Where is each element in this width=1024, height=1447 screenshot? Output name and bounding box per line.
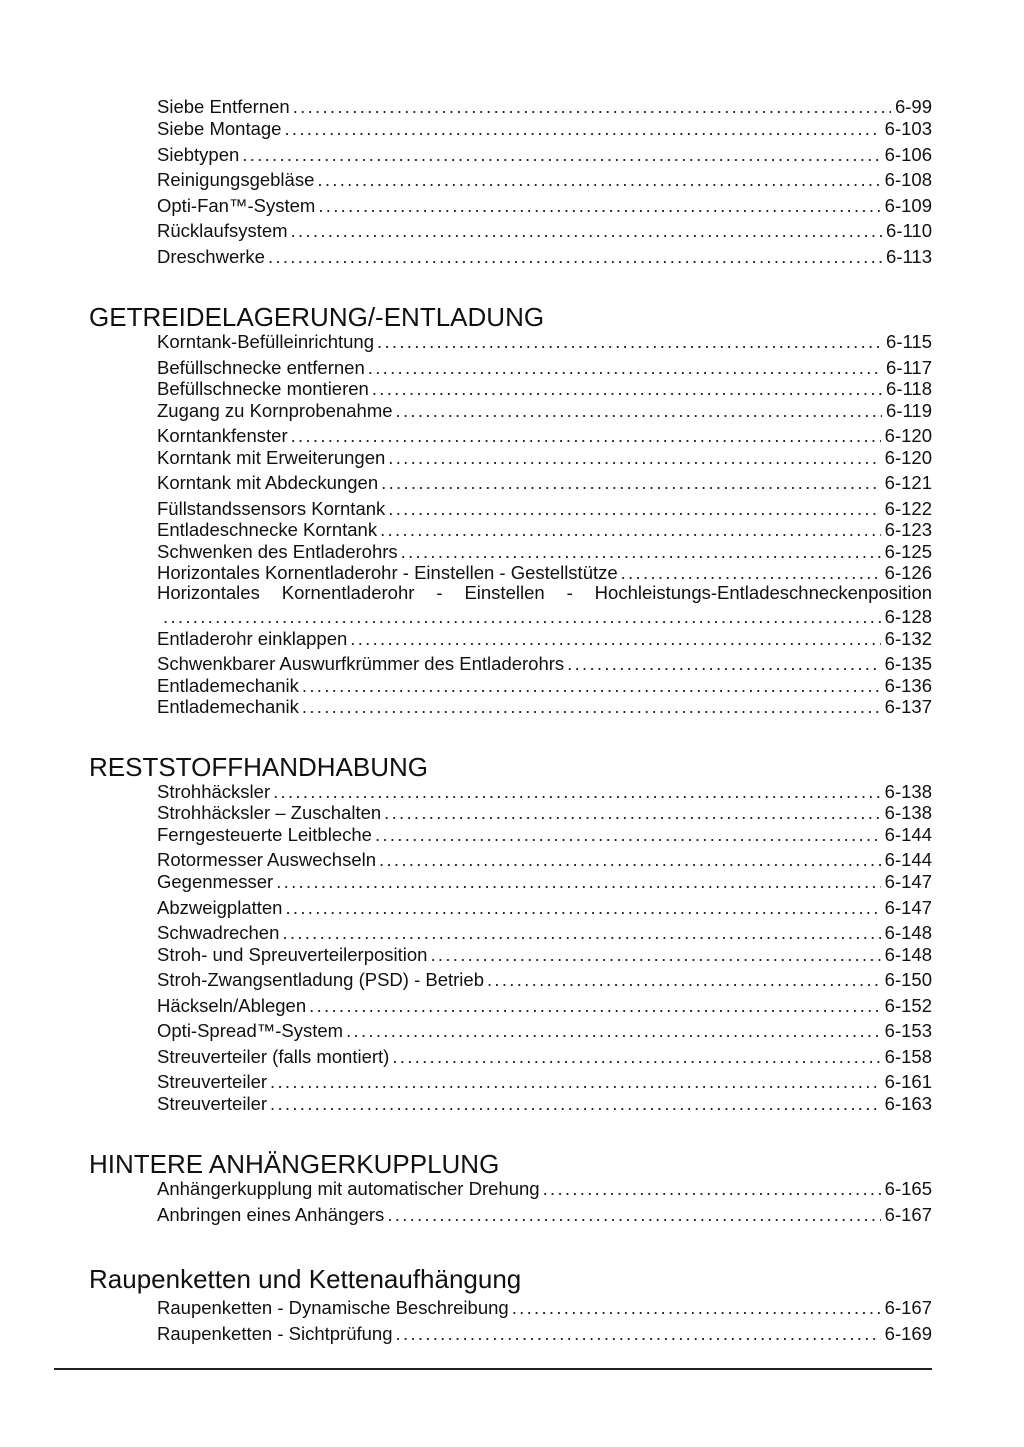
toc-entry[interactable] [157, 694, 932, 718]
toc-entry-page: 6-103 [884, 118, 932, 139]
toc-entry-title: Korntank-Befülleinrichtung [157, 331, 374, 352]
dot-leader [309, 995, 881, 1017]
toc-entry-page: 6-167 [884, 1204, 932, 1225]
section-heading: Raupenketten und Kettenaufhängung [89, 1264, 522, 1294]
toc-entry-page: 6-169 [884, 1323, 932, 1344]
long-title-word: Hochleistungs-Entladeschneckenposition [594, 582, 932, 603]
toc-entry-title: Entladerohr einklappen [157, 628, 348, 649]
dot-leader [372, 378, 882, 400]
toc-entry[interactable] [157, 423, 932, 447]
dot-leader [282, 922, 880, 944]
dot-leader [276, 871, 880, 893]
dot-leader [387, 1204, 880, 1226]
footer-rule [54, 1368, 932, 1370]
toc-entry-page: 6-110 [886, 220, 932, 241]
toc-entry-page: 6-144 [884, 824, 932, 845]
toc-entry-title: Befüllschnecke entfernen [157, 357, 365, 378]
dot-leader [350, 628, 880, 650]
toc-entry-title: Reinigungsgebläse [157, 169, 315, 190]
dot-leader [242, 144, 880, 166]
dot-leader [346, 1020, 881, 1042]
toc-entry-page: 6-128 [884, 606, 932, 627]
dot-leader [293, 96, 891, 118]
dot-leader [285, 897, 880, 919]
long-title-word: Kornentladerohr [281, 582, 415, 603]
toc-entry[interactable] [157, 1069, 932, 1093]
toc-entry[interactable] [157, 626, 932, 650]
toc-entry-page: 6-136 [884, 675, 932, 696]
toc-entry-title: Dreschwerke [157, 246, 265, 267]
dot-leader [163, 606, 881, 628]
toc-entry-page: 6-120 [884, 425, 932, 446]
toc-entry[interactable] [157, 651, 932, 675]
toc-entry[interactable] [157, 517, 932, 541]
toc-entry-page: 6-117 [886, 357, 932, 378]
toc-entry-title: Entladeschnecke Korntank [157, 519, 378, 540]
dot-leader [512, 1297, 881, 1319]
dot-leader [543, 1178, 881, 1200]
toc-entry-title: Entlademechanik [157, 675, 299, 696]
dot-leader [317, 169, 880, 191]
toc-entry-title: Siebe Entfernen [157, 96, 290, 117]
toc-entry-title: Strohhäcksler – Zuschalten [157, 802, 382, 823]
dot-leader [567, 653, 881, 675]
dot-leader [268, 246, 882, 268]
toc-entry[interactable] [157, 1091, 932, 1115]
long-title-word: Einstellen [464, 582, 545, 603]
toc-entry-title: Abzweigplatten [157, 897, 283, 918]
toc-entry-title: Schwenkbarer Auswurfkrümmer des Entladerohrs [157, 653, 565, 674]
toc-entry-page: 6-99 [894, 96, 932, 117]
toc-entry-page: 6-147 [884, 897, 932, 918]
dot-leader [384, 802, 881, 824]
toc-entry-title: Streuverteiler [157, 1093, 268, 1114]
toc-entry-page: 6-161 [884, 1071, 932, 1092]
dot-leader [284, 118, 880, 140]
toc-entry-title: Korntankfenster [157, 425, 288, 446]
dot-leader [375, 824, 881, 846]
toc-entry-page: 6-150 [884, 969, 932, 990]
dot-leader [430, 944, 880, 966]
long-title-word: Horizontales [157, 582, 260, 603]
dot-leader [380, 519, 881, 541]
toc-entry-page: 6-153 [884, 1020, 932, 1041]
toc-entry-title: Schwadrechen [157, 922, 280, 943]
dot-leader [487, 969, 881, 991]
toc-entry-title: Siebtypen [157, 144, 240, 165]
toc-entry[interactable] [157, 942, 932, 966]
toc-entry-page: 6-119 [886, 400, 932, 421]
dot-leader [302, 696, 881, 718]
long-title-word: - [566, 582, 573, 603]
toc-entry[interactable] [157, 329, 932, 353]
dot-leader [396, 1323, 881, 1345]
toc-entry-title: Korntank mit Abdeckungen [157, 472, 379, 493]
toc-entry-page: 6-167 [884, 1297, 932, 1318]
toc-entry-page: 6-165 [884, 1178, 932, 1199]
toc-entry[interactable] [157, 218, 932, 242]
toc-entry[interactable] [157, 398, 932, 422]
toc-entry-title: Stroh- und Spreuverteilerposition [157, 944, 428, 965]
toc-entry[interactable] [157, 470, 932, 494]
toc-entry-page: 6-123 [884, 519, 932, 540]
toc-entry-continuation[interactable] [157, 604, 932, 628]
toc-entry-title: Gegenmesser [157, 871, 274, 892]
toc-entry-title: Anhängerkupplung mit automatischer Drehung [157, 1178, 540, 1199]
toc-entry[interactable] [157, 142, 932, 166]
toc-entry[interactable] [157, 993, 932, 1017]
toc-entry-title: Schwenken des Entladerohrs [157, 541, 398, 562]
dot-leader [396, 400, 883, 422]
toc-entry[interactable] [157, 167, 932, 191]
dot-leader [379, 849, 881, 871]
toc-entry-title: Opti-Spread™-System [157, 1020, 344, 1041]
dot-leader [291, 220, 882, 242]
dot-leader [377, 331, 882, 353]
dot-leader [381, 472, 881, 494]
toc-entry[interactable] [157, 1044, 932, 1068]
toc-entry-page: 6-132 [884, 628, 932, 649]
toc-entry-page: 6-115 [886, 331, 932, 352]
toc-entry-title: Streuverteiler (falls montiert) [157, 1046, 390, 1067]
toc-entry-page: 6-121 [884, 472, 932, 493]
dot-leader [291, 425, 881, 447]
toc-entry-page: 6-163 [884, 1093, 932, 1114]
toc-entry[interactable] [157, 1018, 932, 1042]
dot-leader [621, 562, 881, 584]
toc-entry[interactable] [157, 116, 932, 140]
toc-entry-title: Rotormesser Auswechseln [157, 849, 377, 870]
toc-entry-page: 6-118 [886, 378, 932, 399]
toc-entry-title: Streuverteiler [157, 1071, 268, 1092]
toc-entry-page: 6-158 [884, 1046, 932, 1067]
toc-entry-page: 6-125 [884, 541, 932, 562]
section-heading: HINTERE ANHÄNGERKUPPLUNG [89, 1149, 500, 1179]
toc-entry-page: 6-120 [884, 447, 932, 468]
toc-entry-page: 6-147 [884, 871, 932, 892]
toc-entry-page: 6-135 [884, 653, 932, 674]
toc-entry-title: Entlademechanik [157, 696, 299, 717]
toc-entry-title: Füllstandssensors Korntank [157, 498, 386, 519]
toc-entry[interactable] [157, 869, 932, 893]
toc-entry-title: Siebe Montage [157, 118, 282, 139]
toc-entry-page: 6-122 [884, 498, 932, 519]
toc-entry[interactable] [157, 445, 932, 469]
toc-entry-title: Anbringen eines Anhängers [157, 1204, 385, 1225]
toc-entry-page: 6-138 [884, 802, 932, 823]
toc-entry[interactable] [157, 920, 932, 944]
dot-leader [318, 195, 880, 217]
toc-entry-title: Raupenketten - Sichtprüfung [157, 1323, 393, 1344]
toc-entry[interactable] [157, 1176, 932, 1200]
toc-entry[interactable] [157, 560, 932, 584]
toc-entry-title: Stroh-Zwangsentladung (PSD) - Betrieb [157, 969, 484, 990]
section-heading: RESTSTOFFHANDHABUNG [89, 752, 428, 782]
toc-entry-title: Opti-Fan™-System [157, 195, 316, 216]
toc-entry-page: 6-138 [884, 781, 932, 802]
dot-leader [270, 1071, 881, 1093]
section-heading: GETREIDELAGERUNG/-ENTLADUNG [89, 302, 545, 332]
toc-entry-title: Korntank mit Erweiterungen [157, 447, 386, 468]
toc-entry-title: Strohhäcksler [157, 781, 271, 802]
toc-entry[interactable] [157, 822, 932, 846]
toc-entry[interactable] [157, 94, 932, 118]
toc-entry[interactable] [157, 244, 932, 268]
long-title-word: - [436, 582, 443, 603]
toc-entry[interactable] [157, 193, 932, 217]
toc-entry-title: Häckseln/Ablegen [157, 995, 307, 1016]
toc-entry[interactable] [157, 1202, 932, 1226]
toc-entry-title: Horizontales Kornentladerohr - Einstellen - Gestellstütze [157, 562, 618, 583]
toc-entry-page: 6-148 [884, 944, 932, 965]
toc-entry[interactable] [157, 1321, 932, 1345]
toc-entry-page: 6-109 [884, 195, 932, 216]
toc-entry-long-title[interactable] [157, 582, 932, 604]
toc-entry-page: 6-106 [884, 144, 932, 165]
dot-leader [270, 1093, 881, 1115]
toc-entry-page: 6-152 [884, 995, 932, 1016]
toc-entry[interactable] [157, 800, 932, 824]
toc-entry-page: 6-148 [884, 922, 932, 943]
toc-entry-title: Ferngesteuerte Leitbleche [157, 824, 372, 845]
toc-entry[interactable] [157, 967, 932, 991]
toc-entry-page: 6-108 [884, 169, 932, 190]
toc-entry-page: 6-137 [884, 696, 932, 717]
toc-entry-page: 6-113 [886, 246, 932, 267]
toc-entry-title: Befüllschnecke montieren [157, 378, 369, 399]
toc-entry-title: Raupenketten - Dynamische Beschreibung [157, 1297, 509, 1318]
dot-leader [392, 1046, 880, 1068]
toc-entry-page: 6-144 [884, 849, 932, 870]
toc-entry[interactable] [157, 1295, 932, 1319]
toc-entry-page: 6-126 [884, 562, 932, 583]
dot-leader [388, 447, 880, 469]
toc-entry[interactable] [157, 376, 932, 400]
toc-entry-title: Rücklaufsystem [157, 220, 288, 241]
toc-entry[interactable] [157, 847, 932, 871]
toc-entry-title: Zugang zu Kornprobenahme [157, 400, 393, 421]
toc-entry[interactable] [157, 895, 932, 919]
